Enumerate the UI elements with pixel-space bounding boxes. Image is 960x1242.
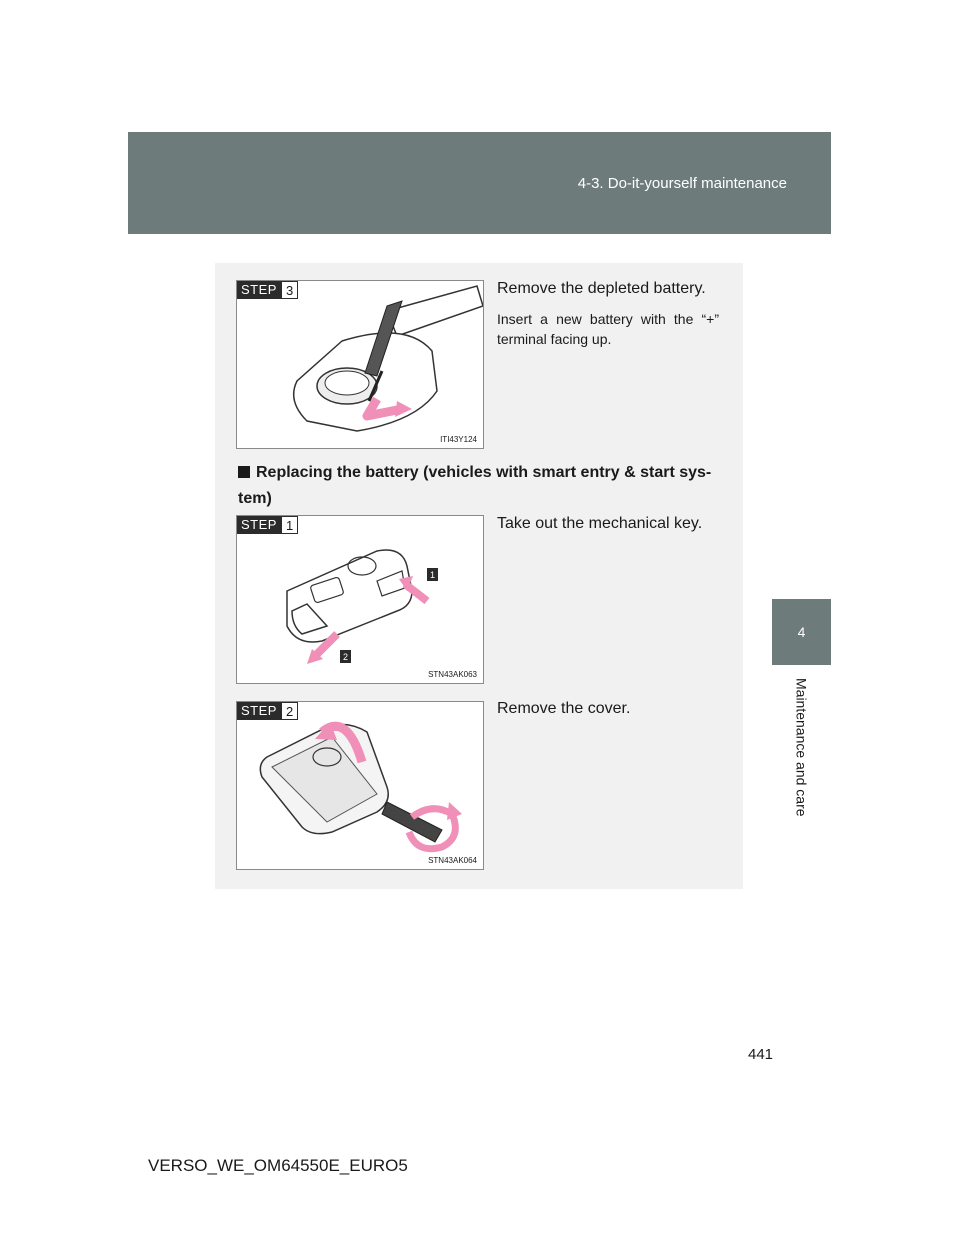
- battery-removal-illustration: [237, 281, 484, 449]
- step-number: 1: [281, 516, 298, 534]
- figure-step-1: [236, 515, 484, 684]
- section-heading: [238, 460, 716, 512]
- figure-step-2: [236, 701, 484, 870]
- document-code: VERSO_WE_OM64550E_EURO5: [148, 1156, 408, 1175]
- chapter-label-text: Maintenance and care: [793, 677, 810, 817]
- step-badge: [237, 516, 298, 534]
- step-1-text: Take out the mechanical key.: [497, 515, 703, 532]
- chapter-label: [772, 672, 831, 822]
- callout-2: 2: [342, 652, 349, 662]
- section-heading-text: Replacing the battery (vehicles with smart entry & start sys- tem): [238, 464, 712, 507]
- figure-code: STN43AK063: [428, 670, 477, 679]
- figure-step-3: [236, 280, 484, 449]
- step-label: STEP: [237, 281, 281, 299]
- chapter-tab[interactable]: [772, 599, 831, 665]
- chapter-number: 4: [797, 624, 806, 640]
- mechanical-key-illustration: [237, 516, 484, 684]
- step-label: STEP: [237, 702, 281, 720]
- section-title: 4-3. Do-it-yourself maintenance: [577, 175, 787, 192]
- step-number: 3: [281, 281, 298, 299]
- step-3-text: Remove the depleted battery.: [497, 280, 706, 297]
- callout-1: 1: [429, 570, 436, 580]
- figure-code: ITI43Y124: [440, 435, 477, 444]
- square-bullet-icon: [238, 466, 250, 478]
- step-badge: [237, 281, 298, 299]
- step-label: STEP: [237, 516, 281, 534]
- step-3-note: Insert a new battery with the “+” terminal facing up.: [497, 311, 719, 347]
- step-2-text: Remove the cover.: [497, 700, 631, 717]
- header-bar: [128, 132, 831, 234]
- figure-code: STN43AK064: [428, 856, 477, 865]
- step-number: 2: [281, 702, 298, 720]
- page-number: 441: [748, 1046, 774, 1063]
- remove-cover-illustration: [237, 702, 484, 870]
- step-badge: [237, 702, 298, 720]
